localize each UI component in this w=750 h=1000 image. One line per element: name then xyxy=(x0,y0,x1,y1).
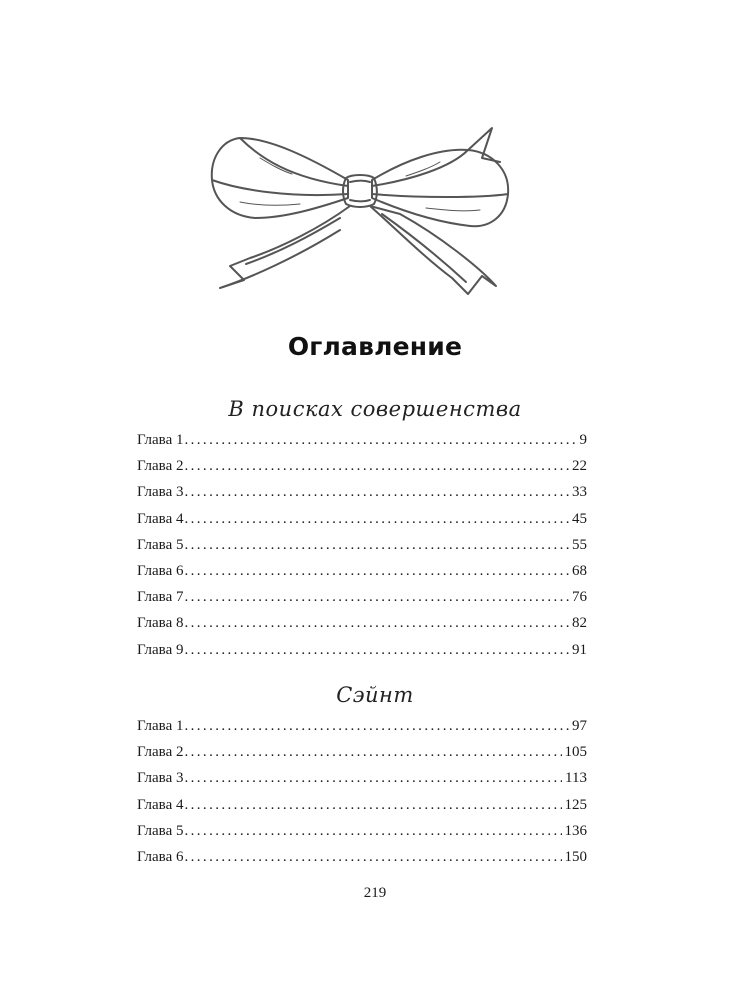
chapter-label: Глава 1 xyxy=(137,718,184,734)
dot-leader xyxy=(184,432,576,449)
toc-entry[interactable] xyxy=(137,770,587,796)
chapter-label: Глава 5 xyxy=(137,536,184,553)
dot-leader xyxy=(184,823,561,840)
part-2-title: Сэйнт xyxy=(336,683,414,707)
toc-entry[interactable] xyxy=(137,849,587,875)
toc-entry[interactable] xyxy=(137,432,587,458)
dot-leader xyxy=(184,537,569,554)
toc-title: Оглавление xyxy=(287,332,463,361)
chapter-page: 22 xyxy=(572,458,587,475)
part-1-title: В поисках совершенства xyxy=(228,397,522,421)
chapter-page: 97 xyxy=(572,718,587,734)
chapter-page: 76 xyxy=(572,589,587,606)
page-number: 219 xyxy=(363,885,387,901)
chapter-page: 150 xyxy=(564,848,587,865)
dot-leader xyxy=(184,458,569,475)
chapter-page: 113 xyxy=(565,770,587,787)
chapter-label: Глава 9 xyxy=(137,641,184,658)
chapter-page: 82 xyxy=(572,615,587,632)
toc-list-part-2 xyxy=(137,718,587,875)
chapter-label: Глава 2 xyxy=(137,744,184,761)
chapter-label: Глава 2 xyxy=(137,458,184,475)
toc-entry[interactable] xyxy=(137,823,587,849)
toc-entry[interactable] xyxy=(137,537,587,563)
dot-leader xyxy=(184,718,569,735)
dot-leader xyxy=(184,797,561,814)
chapter-label: Глава 3 xyxy=(137,484,184,501)
chapter-label: Глава 8 xyxy=(137,615,184,632)
dot-leader xyxy=(184,615,569,632)
toc-entry[interactable] xyxy=(137,718,587,744)
dot-leader xyxy=(184,589,569,606)
dot-leader xyxy=(184,484,569,501)
chapter-page: 105 xyxy=(564,744,587,761)
toc-entry[interactable] xyxy=(137,511,587,537)
chapter-page: 45 xyxy=(572,510,587,527)
toc-entry[interactable] xyxy=(137,797,587,823)
toc-entry[interactable] xyxy=(137,589,587,615)
ribbon-bow-icon xyxy=(200,118,530,308)
chapter-page: 68 xyxy=(572,562,587,579)
chapter-page: 136 xyxy=(564,822,587,839)
dot-leader xyxy=(184,511,569,528)
dot-leader xyxy=(184,744,561,761)
toc-entry[interactable] xyxy=(137,642,587,668)
chapter-label: Глава 6 xyxy=(137,562,184,579)
toc-entry[interactable] xyxy=(137,615,587,641)
chapter-page: 55 xyxy=(572,536,587,553)
chapter-page: 9 xyxy=(579,432,587,448)
chapter-page: 91 xyxy=(572,641,587,658)
dot-leader xyxy=(184,563,569,580)
chapter-label: Глава 3 xyxy=(137,770,184,787)
chapter-label: Глава 4 xyxy=(137,510,184,527)
dot-leader xyxy=(184,849,561,866)
chapter-label: Глава 4 xyxy=(137,796,184,813)
toc-entry[interactable] xyxy=(137,563,587,589)
chapter-label: Глава 7 xyxy=(137,589,184,606)
chapter-label: Глава 5 xyxy=(137,822,184,839)
chapter-label: Глава 1 xyxy=(137,432,184,448)
dot-leader xyxy=(184,642,569,659)
toc-entry[interactable] xyxy=(137,744,587,770)
chapter-page: 33 xyxy=(572,484,587,501)
chapter-label: Глава 6 xyxy=(137,848,184,865)
toc-entry[interactable] xyxy=(137,458,587,484)
toc-entry[interactable] xyxy=(137,484,587,510)
toc-list-part-1 xyxy=(137,432,587,668)
chapter-page: 125 xyxy=(564,796,587,813)
dot-leader xyxy=(184,770,562,787)
